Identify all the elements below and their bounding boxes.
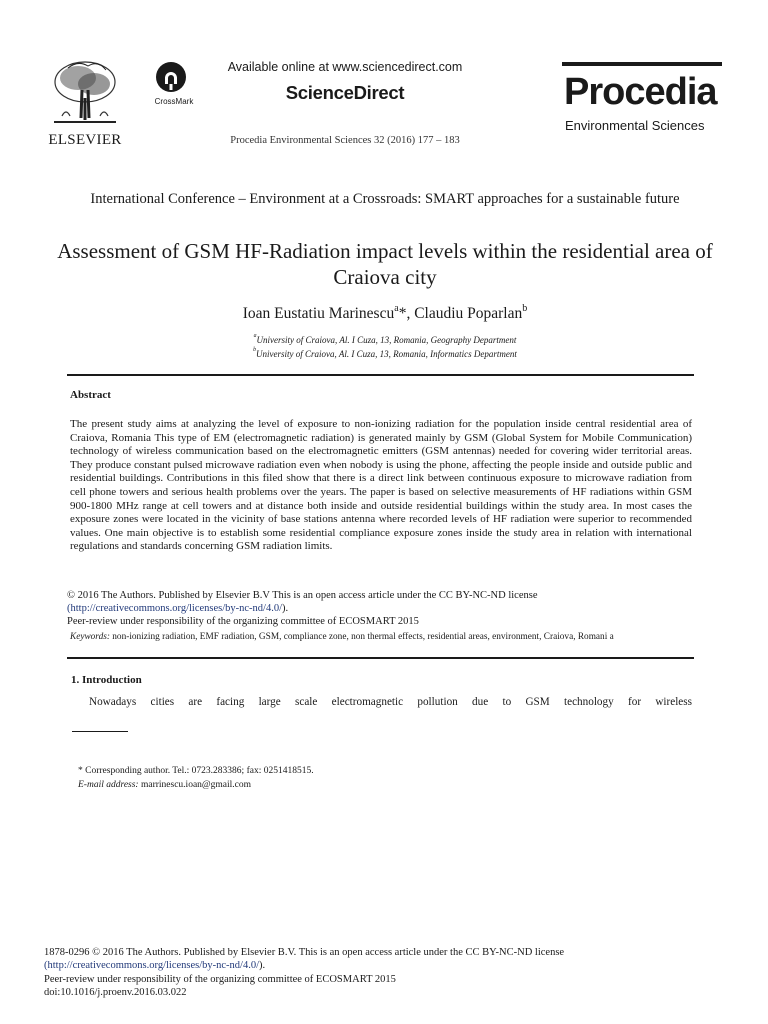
footnote-rule (72, 731, 128, 732)
footer-doi[interactable]: doi:10.1016/j.proenv.2016.03.022 (44, 987, 187, 999)
author-affiliation-sup: b (522, 303, 528, 314)
procedia-name: Procedia (564, 71, 717, 113)
corresponding-author-footnote: * Corresponding author. Tel.: 0723.283386; fax: 0251418515. (78, 766, 314, 776)
license-url-tail: ). (282, 603, 289, 614)
keywords-label: Keywords: (70, 632, 110, 642)
affiliation-sup: b (253, 347, 257, 353)
section-heading-introduction: 1. Introduction (71, 674, 142, 686)
crossmark-badge[interactable] (152, 62, 196, 112)
footer-license-text: 1878-0296 © 2016 The Authors. Published by Elsevier B.V. This is an open access article under the CC BY-NC-ND license (44, 947, 565, 958)
email-address[interactable]: marrinescu.ioan@gmail.com (138, 780, 252, 790)
license-link[interactable]: (http://creativecommons.org/licenses/by-nc-nd/4.0/ (67, 603, 283, 614)
affiliation-text: University of Craiova, Al. I Cuza, 13, Romania, Informatics Department (256, 349, 517, 359)
author-affiliation-sup: a (394, 303, 399, 314)
author-list (60, 305, 710, 323)
elsevier-wordmark: ELSEVIER (48, 132, 122, 148)
author-separator: , (406, 305, 415, 322)
available-online-text: Available online at www.sciencedirect.com (227, 60, 463, 74)
divider-bottom (67, 657, 694, 659)
procedia-top-rule (562, 62, 722, 66)
footer-license-link[interactable]: (http://creativecommons.org/licenses/by-nc-nd/4.0/ (44, 960, 260, 972)
affiliation (60, 335, 710, 345)
email-footnote (78, 780, 251, 790)
affiliation (60, 349, 710, 359)
elsevier-tree-icon (48, 58, 122, 128)
crossmark-label: CrossMark (154, 97, 194, 106)
footer-url-tail: ). (259, 960, 266, 972)
conference-name: International Conference – Environment at a Crossroads: SMART approaches for a sustainable future (90, 191, 680, 207)
procedia-logo (562, 62, 722, 136)
author-name: Claudiu Poparlan (414, 305, 523, 322)
introduction-paragraph: Nowadays cities are facing large scale electromagnetic pollution due to GSM technology for wireless (89, 696, 692, 708)
corresponding-mark: * (398, 305, 407, 322)
peer-review-notice: Peer-review under responsibility of the organizing committee of ECOSMART 2015 (67, 616, 419, 627)
crossmark-icon (156, 62, 186, 92)
footer-peer-review: Peer-review under responsibility of the organizing committee of ECOSMART 2015 (44, 973, 396, 985)
email-label: E-mail address: (78, 780, 139, 790)
affiliation-sup: a (253, 333, 257, 339)
license-text: © 2016 The Authors. Published by Elsevier B.V This is an open access article under the CC BY-NC-ND license (67, 590, 538, 601)
procedia-subtitle: Environmental Sciences (565, 118, 705, 133)
page-footer (44, 946, 724, 1000)
sciencedirect-logo[interactable]: ScienceDirect (285, 82, 405, 103)
abstract-heading: Abstract (70, 389, 111, 401)
keywords (70, 632, 700, 642)
paper-title: Assessment of GSM HF-Radiation impact levels within the residential area of Craiova city (57, 239, 713, 289)
journal-reference: Procedia Environmental Sciences 32 (2016) 177 – 183 (230, 135, 460, 146)
abstract-body: The present study aims at analyzing the level of exposure to non-ionizing radiation for the population inside central residential area of Craiova, Romania This type of EM (electromagnetic radiation) is generated mainly by GSM (Global System for Mobile Communication) technology of wireless communication based on the electromagnetic emitters (GSM antennas) needed for covering wider territorial areas. They produce constant pulsed microwave radiation even when nobody is using the phone, affecting the people inside and outside public and residential buildings. Contributions in this filed show that there is a direct link between continuous exposure to microwave radiation from cell phone towers and serious health problems over the years. The paper is based on selective measurements of HF radiations within GSM 900-1800 MHz range at cell towers and at distance both inside and outside residential buildings within the study area. In most cases the exposure zones were located in the vicinity of base stations antenna where recorded levels of HF radiation were superior to recommended values. One main objective is to establish some residential compliance exposure zones inside the study area in relation with international regulations and standards concerning GSM radiation limits. (70, 418, 692, 553)
elsevier-logo (44, 58, 126, 150)
license-notice (67, 589, 697, 615)
keywords-text: non-ionizing radiation, EMF radiation, GSM, compliance zone, non thermal effects, residential areas, environment, Craiova, Romani a (109, 632, 614, 642)
divider-top (67, 374, 694, 376)
author-name: Ioan Eustatiu Marinescu (242, 305, 395, 322)
affiliation-text: University of Craiova, Al. I Cuza, 13, Romania, Geography Department (256, 335, 517, 345)
